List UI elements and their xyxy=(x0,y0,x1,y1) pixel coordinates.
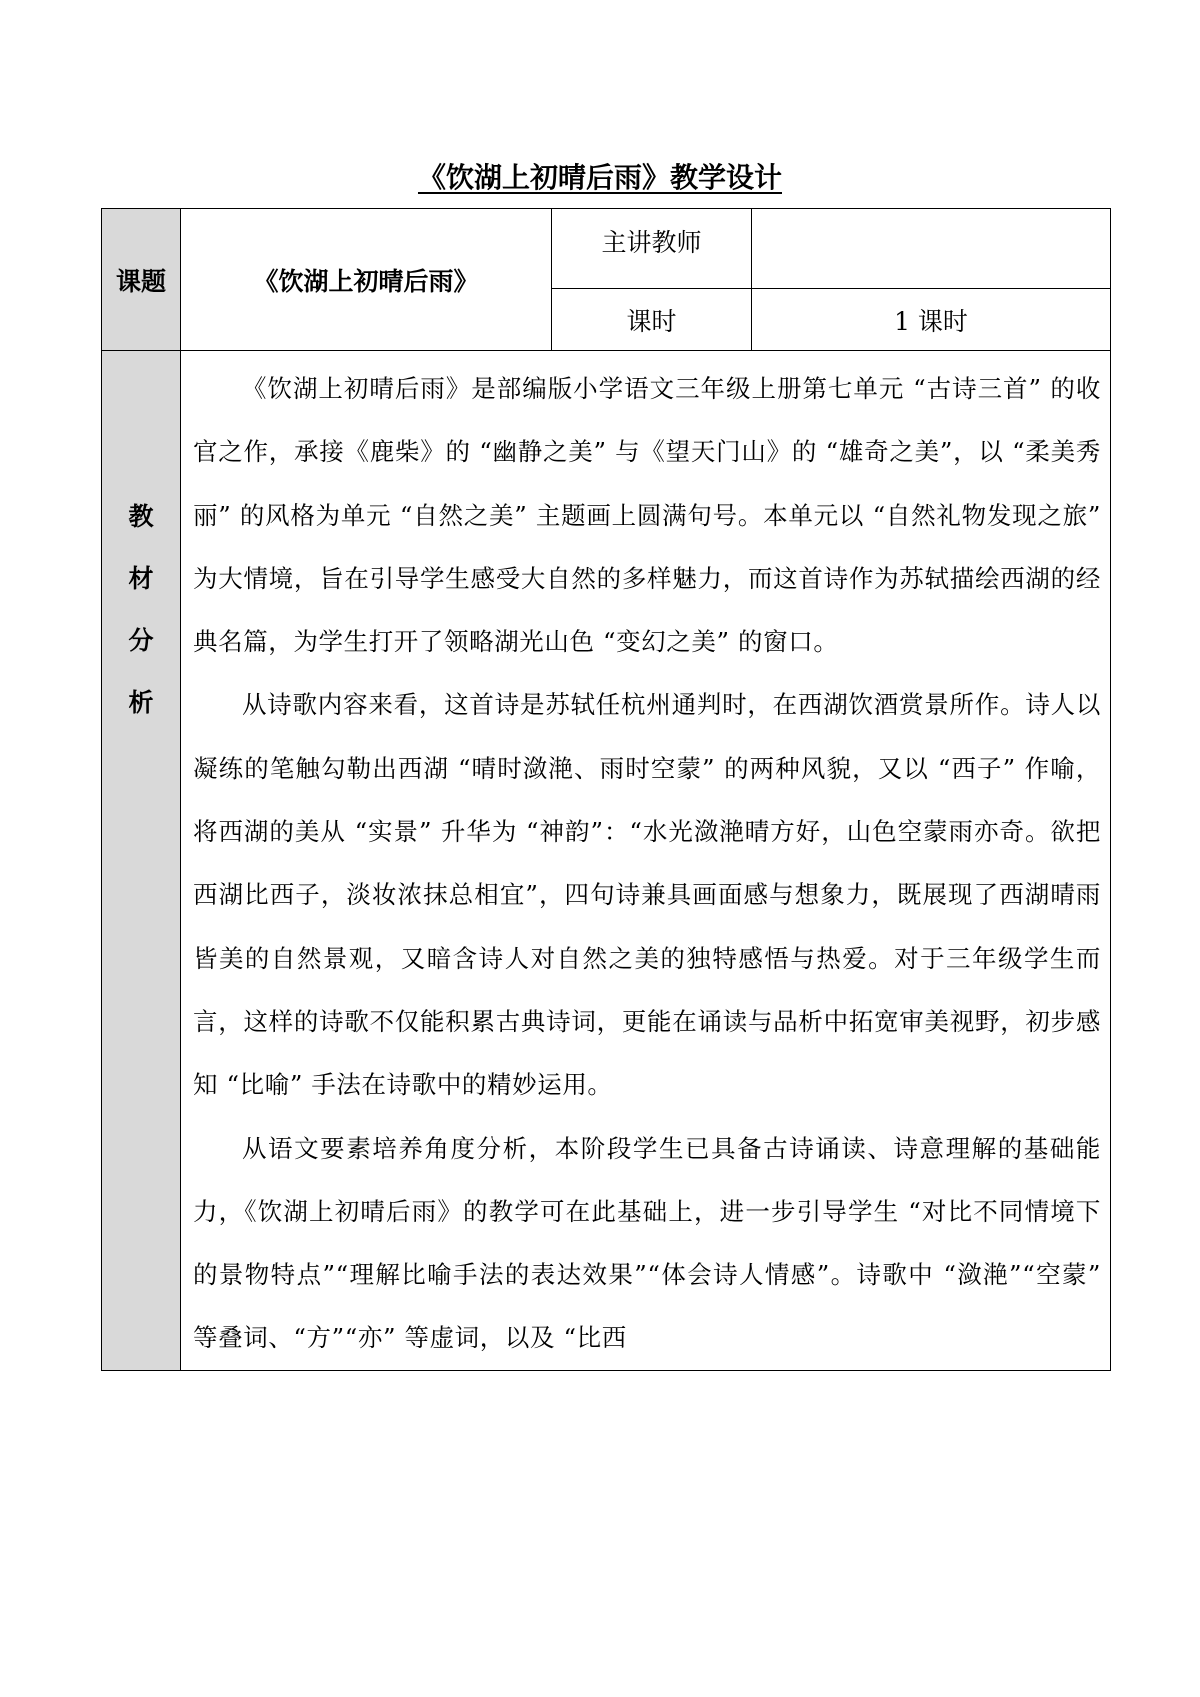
document-title-text: 《饮湖上初晴后雨》教学设计 xyxy=(417,161,782,194)
hours-label-cell xyxy=(552,289,752,351)
hours-label: 课时 xyxy=(626,306,677,336)
analysis-label-line1: 教材 xyxy=(128,502,166,593)
analysis-label-cell xyxy=(102,351,181,1371)
topic-label-cell xyxy=(102,209,181,351)
analysis-content-cell xyxy=(181,351,1111,1371)
analysis-paragraph-2: 从诗歌内容来看，这首诗是苏轼任杭州通判时，在西湖饮酒赏景所作。诗人以凝练的笔触勾勒出西湖 “晴时潋滟、雨时空蒙” 的两种风貌，又以 “西子” 作喻，将西湖的美从 “实景” 升华为 “神韵”：“水光潋滟晴方好，山色空蒙雨亦奇。欲把西湖比西子，淡妆浓抹总相宜”，四句诗兼具画面感与想象力，既展现了西湖晴雨皆美的自然景观，又暗含诗人对自然之美的独特感悟与热爱。对于三年级学生而言，这样的诗歌不仅能积累古典诗词，更能在诵读与品析中拓宽审美视野，初步感知 “比喻” 手法在诗歌中的精妙运用。 xyxy=(193,690,1101,1100)
hours-value-cell xyxy=(752,289,1111,351)
analysis-row xyxy=(102,351,1111,1371)
document-title xyxy=(0,158,1200,198)
topic-value-cell xyxy=(181,209,552,351)
header-row-teacher xyxy=(102,209,1111,289)
analysis-paragraph-3: 从语文要素培养角度分析，本阶段学生已具备古诗诵读、诗意理解的基础能力，《饮湖上初晴后雨》的教学可在此基础上，进一步引导学生 “对比不同情境下的景物特点”“理解比喻手法的表达效果”“体会诗人情感”。诗歌中 “潋滟”“空蒙” 等叠词、“方”“亦” 等虚词，以及 “比西 xyxy=(193,1133,1101,1353)
analysis-label-line2: 分析 xyxy=(128,626,166,717)
teacher-label-cell xyxy=(552,209,752,289)
lesson-plan-table xyxy=(101,208,1111,1371)
teacher-label: 主讲教师 xyxy=(601,228,702,257)
topic-label: 课题 xyxy=(115,266,166,296)
analysis-paragraph-1: 《饮湖上初晴后雨》是部编版小学语文三年级上册第七单元 “古诗三首” 的收官之作，承接《鹿柴》的 “幽静之美” 与《望天门山》的 “雄奇之美”，以 “柔美秀丽” 的风格为单元 “自然之美” 主题画上圆满句号。本单元以 “自然礼物发现之旅” 为大情境，旨在引导学生感受大自然的多样魅力，而这首诗作为苏轼描绘西湖的经典名篇，为学生打开了领略湖光山色 “变幻之美” 的窗口。 xyxy=(193,374,1101,657)
teacher-value-cell xyxy=(752,209,1111,289)
topic-value: 《饮湖上初晴后雨》 xyxy=(253,266,479,296)
hours-value: 1 课时 xyxy=(894,306,968,336)
